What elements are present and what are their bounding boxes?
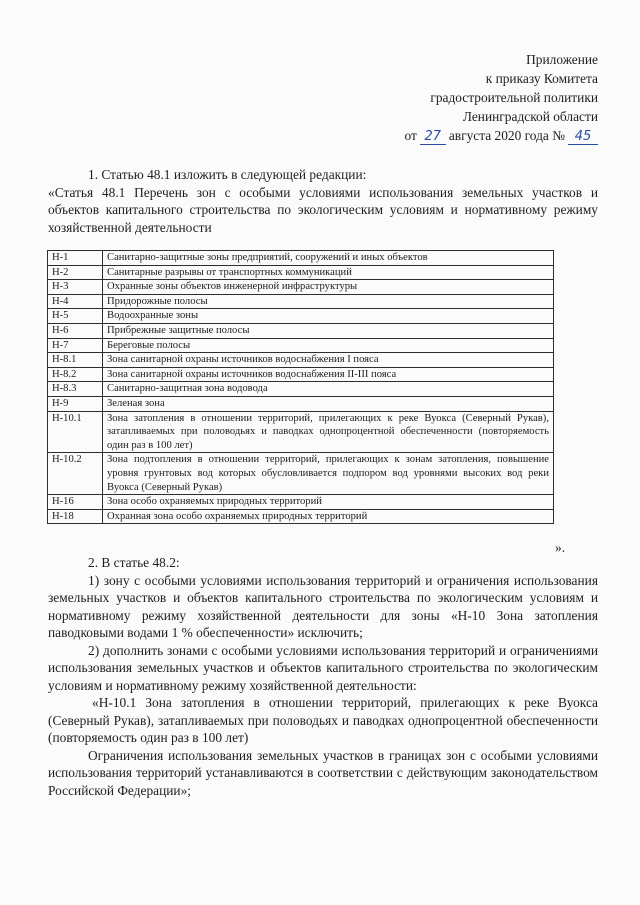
zone-code-cell: Н-3	[48, 280, 103, 295]
zone-description-cell: Береговые полосы	[103, 338, 554, 353]
zone-description-cell: Санитарные разрывы от транспортных коммуникаций	[103, 265, 554, 280]
table-row	[48, 294, 554, 309]
intro-line-2: «Статья 48.1 Перечень зон с особыми условиями использования земельных участков и объектов капитального строительства по экологическим условиям и нормативному режиму хозяйственной деятельности	[48, 184, 598, 235]
article-2-paragraph-4: «Н-10.1 Зона затопления в отношении территорий, прилегающих к реке Вуокса (Северный Рукав), затапливаемых при половодьях и паводках однопроцентной обеспеченности (повторяемость один раз в 100 лет)	[48, 695, 598, 745]
zone-code-cell: Н-16	[48, 495, 103, 510]
zone-description-cell: Зеленая зона	[103, 396, 554, 411]
intro-line-1: 1. Статью 48.1 изложить в следующей редакции:	[88, 167, 367, 182]
zone-code-cell: Н-4	[48, 294, 103, 309]
header-line-1: Приложение	[526, 52, 598, 67]
zone-description-cell: Зона санитарной охраны источников водоснабжения I пояса	[103, 353, 554, 368]
table-row	[48, 367, 554, 382]
table-row	[48, 495, 554, 510]
zone-description-cell: Зона особо охраняемых природных территорий	[103, 495, 554, 510]
date-prefix: от	[404, 128, 417, 143]
zone-description-cell: Санитарно-защитные зоны предприятий, сооружений и иных объектов	[103, 251, 554, 266]
zone-code-cell: Н-10.2	[48, 453, 103, 495]
zone-code-cell: Н-6	[48, 323, 103, 338]
zone-code-cell: Н-18	[48, 509, 103, 524]
header-date-line	[404, 126, 598, 145]
table-row	[48, 323, 554, 338]
date-middle: августа 2020 года №	[448, 128, 565, 143]
table-row	[48, 396, 554, 411]
article-2-section	[48, 554, 598, 799]
zone-description-cell: Зона санитарной охраны источников водоснабжения II-III пояса	[103, 367, 554, 382]
zone-code-cell: Н-8.2	[48, 367, 103, 382]
zone-description-cell: Водоохранные зоны	[103, 309, 554, 324]
zone-description-cell: Придорожные полосы	[103, 294, 554, 309]
table-row	[48, 309, 554, 324]
table-row	[48, 382, 554, 397]
table-row	[48, 353, 554, 368]
zone-description-cell: Санитарно-защитная зона водовода	[103, 382, 554, 397]
table-row	[48, 280, 554, 295]
zone-description-cell: Зона затопления в отношении территорий, прилегающих к реке Вуокса (Северный Рукав), затапливаемых при половодьях и паводках однопроцентной обеспеченности (повторяемость один раз в 100 лет)	[103, 411, 554, 453]
zone-description-cell: Охранная зона особо охраняемых природных территорий	[103, 509, 554, 524]
zones-table	[47, 250, 554, 524]
table-row	[48, 338, 554, 353]
zones-table-body	[48, 251, 554, 524]
table-closing-quote: ».	[555, 540, 566, 555]
zone-description-cell: Прибрежные защитные полосы	[103, 323, 554, 338]
handwritten-day: 27	[420, 130, 446, 145]
zone-description-cell: Зона подтопления в отношении территорий, прилегающих к зонам затопления, повышение уровня грунтовых вод которых обусловливается подпором вод уровнями высоких вод реки Вуокса (Северный Рукав)	[103, 453, 554, 495]
zone-code-cell: Н-1	[48, 251, 103, 266]
article-2-paragraph-2: 1) зону с особыми условиями использования территорий и ограничения использования земельных участков и объектов капитального строительства по экологическим условиям и нормативному режиму хозяйственной деятельности для зоны «Н-10 Зона затопления паводковыми водами 1 % обеспеченности» исключить;	[48, 572, 598, 640]
article-2-paragraph-1: 2. В статье 48.2:	[88, 555, 180, 570]
table-row	[48, 453, 554, 495]
header-line-4: Ленинградской области	[462, 109, 598, 124]
table-row	[48, 251, 554, 266]
appendix-header	[404, 50, 598, 145]
article-2-paragraph-3: 2) дополнить зонами с особыми условиями использования территорий и ограничениями использования земельных участков и объектов капитального строительства по экологическим условиям и нормативному режиму хозяйственной деятельности:	[48, 642, 598, 693]
table-row	[48, 411, 554, 453]
zone-code-cell: Н-8.3	[48, 382, 103, 397]
zone-code-cell: Н-2	[48, 265, 103, 280]
zone-code-cell: Н-10.1	[48, 411, 103, 453]
article-2-paragraph-5: Ограничения использования земельных участков в границах зон с особыми условиями использования территорий устанавливаются в соответствии с действующим законодательством Российской Федерации»;	[48, 747, 598, 798]
table-row	[48, 265, 554, 280]
zone-description-cell: Охранные зоны объектов инженерной инфраструктуры	[103, 280, 554, 295]
table-row	[48, 509, 554, 524]
handwritten-order-number: 45	[568, 130, 598, 145]
zone-code-cell: Н-8.1	[48, 353, 103, 368]
zone-code-cell: Н-5	[48, 309, 103, 324]
header-line-3: градостроительной политики	[430, 90, 598, 105]
zone-code-cell: Н-9	[48, 396, 103, 411]
intro-section	[48, 166, 598, 236]
zone-code-cell: Н-7	[48, 338, 103, 353]
header-line-2: к приказу Комитета	[485, 71, 598, 86]
